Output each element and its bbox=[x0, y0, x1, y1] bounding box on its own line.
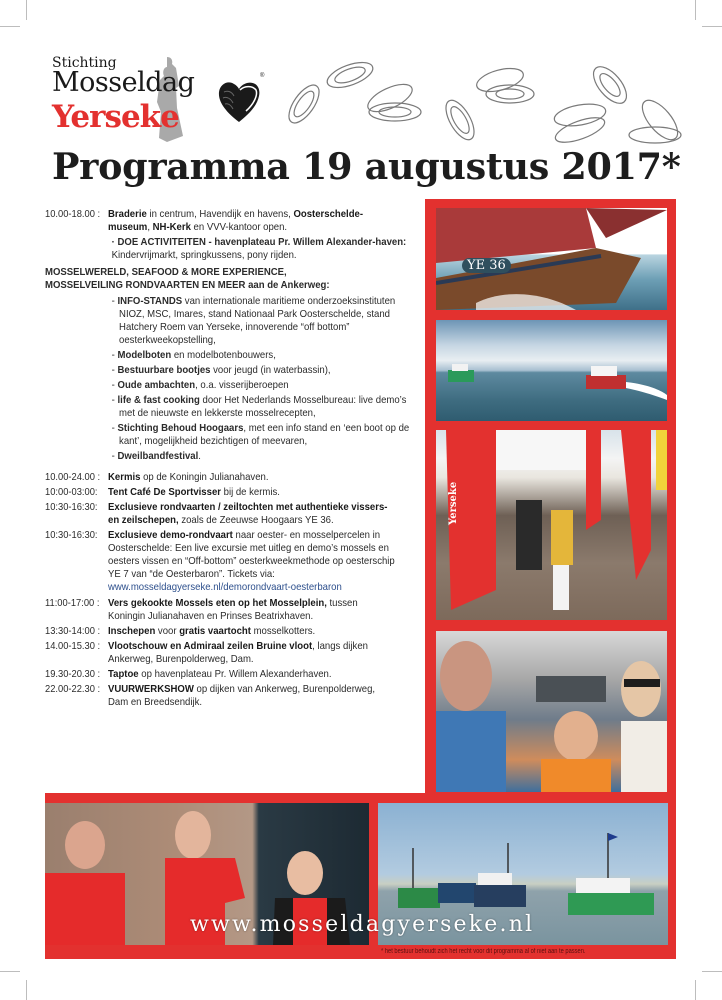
programme-schedule bbox=[45, 208, 420, 711]
event-title: Exclusieve rondvaarten / zeiltochten met authentieke vissers- en zeilschepen, bbox=[108, 502, 388, 526]
registered-mark: ® bbox=[260, 73, 265, 79]
crop-mark-br-h bbox=[702, 971, 722, 972]
schedule-row bbox=[45, 529, 420, 594]
page-title: Programma 19 augustus 2017* bbox=[52, 145, 681, 188]
demorondvaart-link[interactable]: www.mosseldagyerseke.nl/demorondvaart-oesterbaron bbox=[108, 582, 342, 593]
event-text: zoals de Zeeuwse Hoogaars YE 36. bbox=[178, 515, 334, 526]
list-item: - Modelboten en modelbotenbouwers, bbox=[111, 350, 276, 361]
photo-event-tent bbox=[436, 430, 667, 620]
disclaimer-text: * het bestuur behoudt zich het recht voor dit programma al of niet aan te passen. bbox=[381, 948, 586, 955]
event-text: tussen Koningin Julianahaven en Prinses Beatrixhaven. bbox=[108, 598, 358, 622]
logo-line-stichting: Stichting bbox=[52, 55, 117, 71]
event-title: Inschepen bbox=[108, 626, 156, 637]
event-description bbox=[108, 471, 395, 484]
event-title: Braderie bbox=[108, 209, 147, 220]
list-item: - Stichting Behoud Hoogaars, met een info stand en ‘een boot op de kant’, mogelijkheid bezichtigen of meevaren, bbox=[111, 423, 410, 447]
schedule-row bbox=[45, 625, 420, 638]
list-item-title: Bestuurbare bootjes bbox=[117, 365, 211, 376]
schedule-row bbox=[45, 471, 420, 484]
event-description bbox=[108, 501, 395, 527]
event-text: op dijken van Ankerweg, Burenpolderweg, Dam en Breedsendijk. bbox=[108, 684, 376, 708]
event-text: in centrum, Havendijk en havens, bbox=[146, 209, 294, 220]
doe-activiteiten-title: · DOE ACTIVITEITEN - havenplateau Pr. Willem Alexander-haven: bbox=[111, 237, 407, 248]
event-text: , bbox=[147, 222, 153, 233]
event-time: 11:00-17:00 : bbox=[45, 598, 100, 609]
mosselwereld-heading bbox=[45, 266, 358, 292]
boats-illustration-icon bbox=[436, 320, 667, 421]
list-item-title: INFO-STANDS bbox=[117, 296, 183, 307]
list-item-title: life & fast cooking bbox=[117, 395, 200, 406]
event-time: 10:00-03:00: bbox=[45, 487, 98, 498]
mussel-illustrations-icon bbox=[280, 40, 710, 150]
doe-activiteiten bbox=[108, 236, 421, 262]
event-title: NH-Kerk bbox=[152, 222, 191, 233]
list-item-title: Stichting Behoud Hoogaars bbox=[117, 423, 244, 434]
family-illustration-icon bbox=[436, 631, 667, 792]
logo bbox=[52, 55, 272, 145]
crop-mark-bl-v bbox=[26, 980, 27, 1000]
event-time: 22.00-22.30 : bbox=[45, 684, 101, 695]
ship-registration-label: YE 36 bbox=[462, 258, 511, 273]
event-description bbox=[108, 625, 395, 638]
event-text: en VVV-kantoor open. bbox=[190, 222, 288, 233]
list-item-text: . bbox=[198, 451, 201, 462]
list-item-title: Modelboten bbox=[117, 350, 172, 361]
schedule-row bbox=[45, 640, 420, 666]
list-item-text: en modelbotenbouwers, bbox=[171, 350, 276, 361]
list-item-title: Oude ambachten bbox=[117, 380, 196, 391]
list-item: - Dweilbandfestival. bbox=[111, 451, 201, 462]
event-title: gratis vaartocht bbox=[179, 626, 251, 637]
event-title: Taptoe bbox=[108, 669, 139, 680]
photo-family-eating bbox=[436, 631, 667, 792]
list-item-text: , met een info stand en ‘een boot op de kant’, mogelijkheid bezichtigen of meevaren, bbox=[119, 423, 410, 447]
photo-boats-at-sea bbox=[436, 320, 667, 421]
tent-illustration-icon bbox=[436, 430, 667, 620]
event-time: 19.30-20.30 : bbox=[45, 669, 101, 680]
list-item: - life & fast cooking door Het Nederlands Mosselbureau: live demo’s met de nieuwste en lekkerste mosselrecepten, bbox=[111, 395, 407, 419]
website-url[interactable]: www.mosseldagyerseke.nl bbox=[190, 912, 535, 937]
event-time: 13:30-14:00 : bbox=[45, 626, 101, 637]
event-description bbox=[108, 683, 395, 709]
event-description bbox=[108, 486, 395, 499]
mosselwereld-heading-tail: aan de Ankerweg: bbox=[245, 280, 330, 291]
logo-line-mosseldag: Mosseldag bbox=[52, 67, 195, 98]
event-title: Vlootschouw en Admiraal zeilen Bruine vloot bbox=[108, 641, 313, 652]
schedule-row bbox=[45, 683, 420, 709]
list-item-text: door Het Nederlands Mosselbureau: live demo’s met de nieuwste en lekkerste mosselrecepten, bbox=[119, 395, 407, 419]
schedule-row bbox=[45, 668, 420, 681]
event-title: Kermis bbox=[108, 472, 141, 483]
mosselwereld-heading-bold: MOSSELWERELD, SEAFOOD & MORE EXPERIENCE, MOSSELVEILING RONDVAARTEN EN MEER bbox=[45, 267, 287, 291]
event-description bbox=[108, 640, 395, 666]
event-description bbox=[108, 597, 395, 623]
event-text: , langs dijken Ankerweg, Burenpolderweg, Dam. bbox=[108, 641, 368, 665]
list-item-text: van internationale maritieme onderzoeksinstituten NIOZ, MSC, Imares, stand Nationaal Park Oosterschelde, stand Hatchery Roem van Yerseke, innoverende “off bottom” oesterkweekopstelling, bbox=[119, 296, 396, 346]
list-item: - Bestuurbare bootjes voor jeugd (in waterbassin), bbox=[111, 365, 331, 376]
event-text: voor bbox=[155, 626, 180, 637]
crop-mark-br-v bbox=[695, 980, 696, 1000]
event-title: VUURWERKSHOW bbox=[108, 684, 194, 695]
event-description bbox=[108, 208, 395, 234]
event-title: Oosterschelde-museum bbox=[108, 209, 364, 233]
event-title: Vers gekookte Mossels eten op het Mosselplein, bbox=[108, 598, 327, 609]
mosselwereld-list bbox=[108, 295, 421, 463]
list-item: - INFO-STANDS van internationale maritieme onderzoeksinstituten NIOZ, MSC, Imares, stand Nationaal Park Oosterschelde, stand Hatchery Roem van Yerseke, innoverende “off bottom” oesterkweekopstelling, bbox=[111, 296, 396, 346]
list-item-text: , o.a. visserijberoepen bbox=[195, 380, 289, 391]
schedule-row bbox=[45, 597, 420, 623]
logo-line-yerseke: Yerseke bbox=[52, 99, 179, 135]
event-text: mosselkotters. bbox=[250, 626, 316, 637]
schedule-row bbox=[45, 486, 420, 499]
crop-mark-bl-h bbox=[0, 971, 20, 972]
event-time: 10.00-24.00 : bbox=[45, 472, 101, 483]
crop-mark-tr-h bbox=[702, 26, 722, 27]
list-item-text: voor jeugd (in waterbassin), bbox=[210, 365, 331, 376]
event-description bbox=[108, 529, 395, 594]
event-text: op havenplateau Pr. Willem Alexanderhaven. bbox=[138, 669, 332, 680]
event-text: naar oester- en mosselpercelen in Oosterschelde: Een live excursie met uitleg en demo’s mossels en oesters vissen en “Off-bottom” oesterkweekmethode op oesterschip YE 7 van “de Oesterbaron”. Tickets via: bbox=[108, 530, 395, 580]
event-text: bij de kermis. bbox=[220, 487, 280, 498]
schedule-row-braderie bbox=[45, 208, 420, 234]
photo-hoogaars-ship bbox=[436, 208, 667, 310]
event-text: op de Koningin Julianahaven. bbox=[140, 472, 269, 483]
doe-activiteiten-text: Kindervrijmarkt, springkussens, pony rijden. bbox=[111, 250, 297, 261]
schedule-row bbox=[45, 501, 420, 527]
list-item-title: Dweilbandfestival bbox=[117, 451, 199, 462]
event-time: 10:30-16:30: bbox=[45, 502, 98, 513]
tent-banner-label: Yerseke bbox=[448, 481, 459, 525]
crop-mark-tl-v bbox=[26, 0, 27, 20]
event-title: Exclusieve demo-rondvaart bbox=[108, 530, 233, 541]
event-time: 10:30-16:30: bbox=[45, 530, 98, 541]
crop-mark-tr-v bbox=[695, 0, 696, 20]
event-description bbox=[108, 668, 395, 681]
mussel-heart-icon bbox=[216, 78, 262, 124]
list-item: - Oude ambachten, o.a. visserijberoepen bbox=[111, 380, 289, 391]
event-time: 10.00-18.00 : bbox=[45, 209, 101, 220]
event-title: Tent Café De Sportvisser bbox=[108, 487, 221, 498]
crop-mark-tl-h bbox=[0, 26, 20, 27]
event-time: 14.00-15.30 : bbox=[45, 641, 101, 652]
